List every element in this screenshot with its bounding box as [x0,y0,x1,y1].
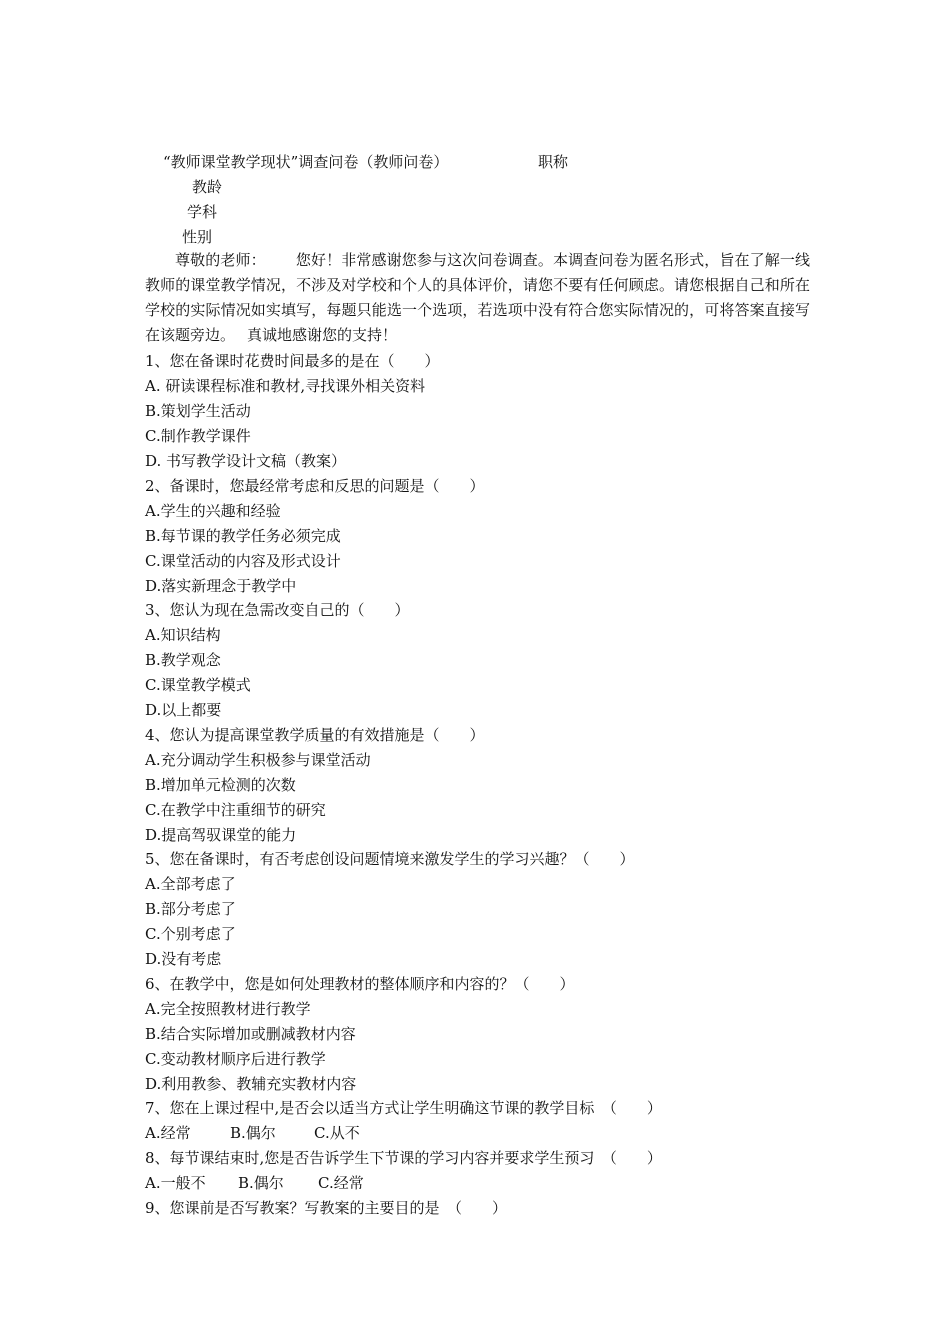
question-2-option-a: A.学生的兴趣和经验 [145,502,281,520]
question-6-option-c: C.变动教材顺序后进行教学 [145,1050,326,1068]
question-5-option-c: C.个别考虑了 [145,925,236,943]
question-8: 8、每节课结束时,您是否告诉学生下节课的学习内容并要求学生预习 （ ） [145,1149,662,1167]
question-6-option-b: B.结合实际增加或删减教材内容 [145,1025,356,1043]
question-5-option-a: A.全部考虑了 [145,875,236,893]
intro-greeting: 尊敬的老师： [175,251,266,269]
question-2-option-b: B.每节课的教学任务必须完成 [145,527,341,545]
question-7-option-c: C.从不 [314,1124,360,1142]
question-3-option-d: D.以上都要 [145,701,222,719]
question-4-option-b: B.增加单元检测的次数 [145,776,296,794]
question-8-option-a: A.一般不 [145,1174,206,1192]
field-subject-label: 学科 [187,203,218,221]
question-7-option-b: B.偶尔 [230,1124,276,1142]
question-6-option-a: A.完全按照教材进行教学 [145,1000,311,1018]
intro-paragraph [145,248,810,348]
question-5-option-d: D.没有考虑 [145,950,222,968]
question-4-option-c: C.在教学中注重细节的研究 [145,801,326,819]
question-6: 6、在教学中，您是如何处理教材的整体顺序和内容的？（ ） [145,975,575,993]
question-8-option-c: C.经常 [318,1174,364,1192]
question-5: 5、您在备课时，有否考虑创设问题情境来激发学生的学习兴趣？（ ） [145,850,635,868]
field-gender-label: 性别 [182,228,213,246]
question-1-option-a: A. 研读课程标准和教材,寻找课外相关资料 [145,377,426,395]
survey-title: “教师课堂教学现状”调查问卷（教师问卷） [163,153,449,171]
question-6-option-d: D.利用教参、教辅充实教材内容 [145,1075,357,1093]
question-2-option-d: D.落实新理念于教学中 [145,577,297,595]
question-4: 4、您认为提高课堂教学质量的有效措施是（ ） [145,726,485,744]
question-4-option-a: A.充分调动学生积极参与课堂活动 [145,751,371,769]
question-7-option-a: A.经常 [145,1124,191,1142]
question-3-option-c: C.课堂教学模式 [145,676,251,694]
question-3-option-b: B.教学观念 [145,651,221,669]
question-3-option-a: A.知识结构 [145,626,221,644]
question-2: 2、备课时，您最经常考虑和反思的问题是（ ） [145,477,485,495]
question-7: 7、您在上课过程中,是否会以适当方式让学生明确这节课的教学目标 （ ） [145,1099,662,1117]
field-teaching-age-label: 教龄 [192,178,223,196]
question-1: 1、您在备课时花费时间最多的是在（ ） [145,352,440,370]
question-5-option-b: B.部分考虑了 [145,900,236,918]
question-1-option-d: D. 书写教学设计文稿（教案） [145,452,347,470]
question-9: 9、您课前是否写教案？写教案的主要目的是 （ ） [145,1199,508,1217]
question-1-option-c: C.制作教学课件 [145,427,251,445]
question-1-option-b: B.策划学生活动 [145,402,251,420]
question-3: 3、您认为现在急需改变自己的（ ） [145,601,410,619]
field-title-label: 职称 [538,153,569,171]
intro-body: 您好！非常感谢您参与这次问卷调查。本调查问卷为匿名形式，旨在了解一线教师的课堂教学情况，不涉及对学校和个人的具体评价，请您不要有任何顾虑。请您根据自己和所在学校的实际情况如实填写，每题只能选一个选项，若选项中没有符合您实际情况的，可将答案直接写在该题旁边。 [145,251,810,344]
question-8-option-b: B.偶尔 [238,1174,284,1192]
question-2-option-c: C.课堂活动的内容及形式设计 [145,552,341,570]
intro-thanks: 真诚地感谢您的支持！ [247,326,398,344]
question-4-option-d: D.提高驾驭课堂的能力 [145,826,297,844]
